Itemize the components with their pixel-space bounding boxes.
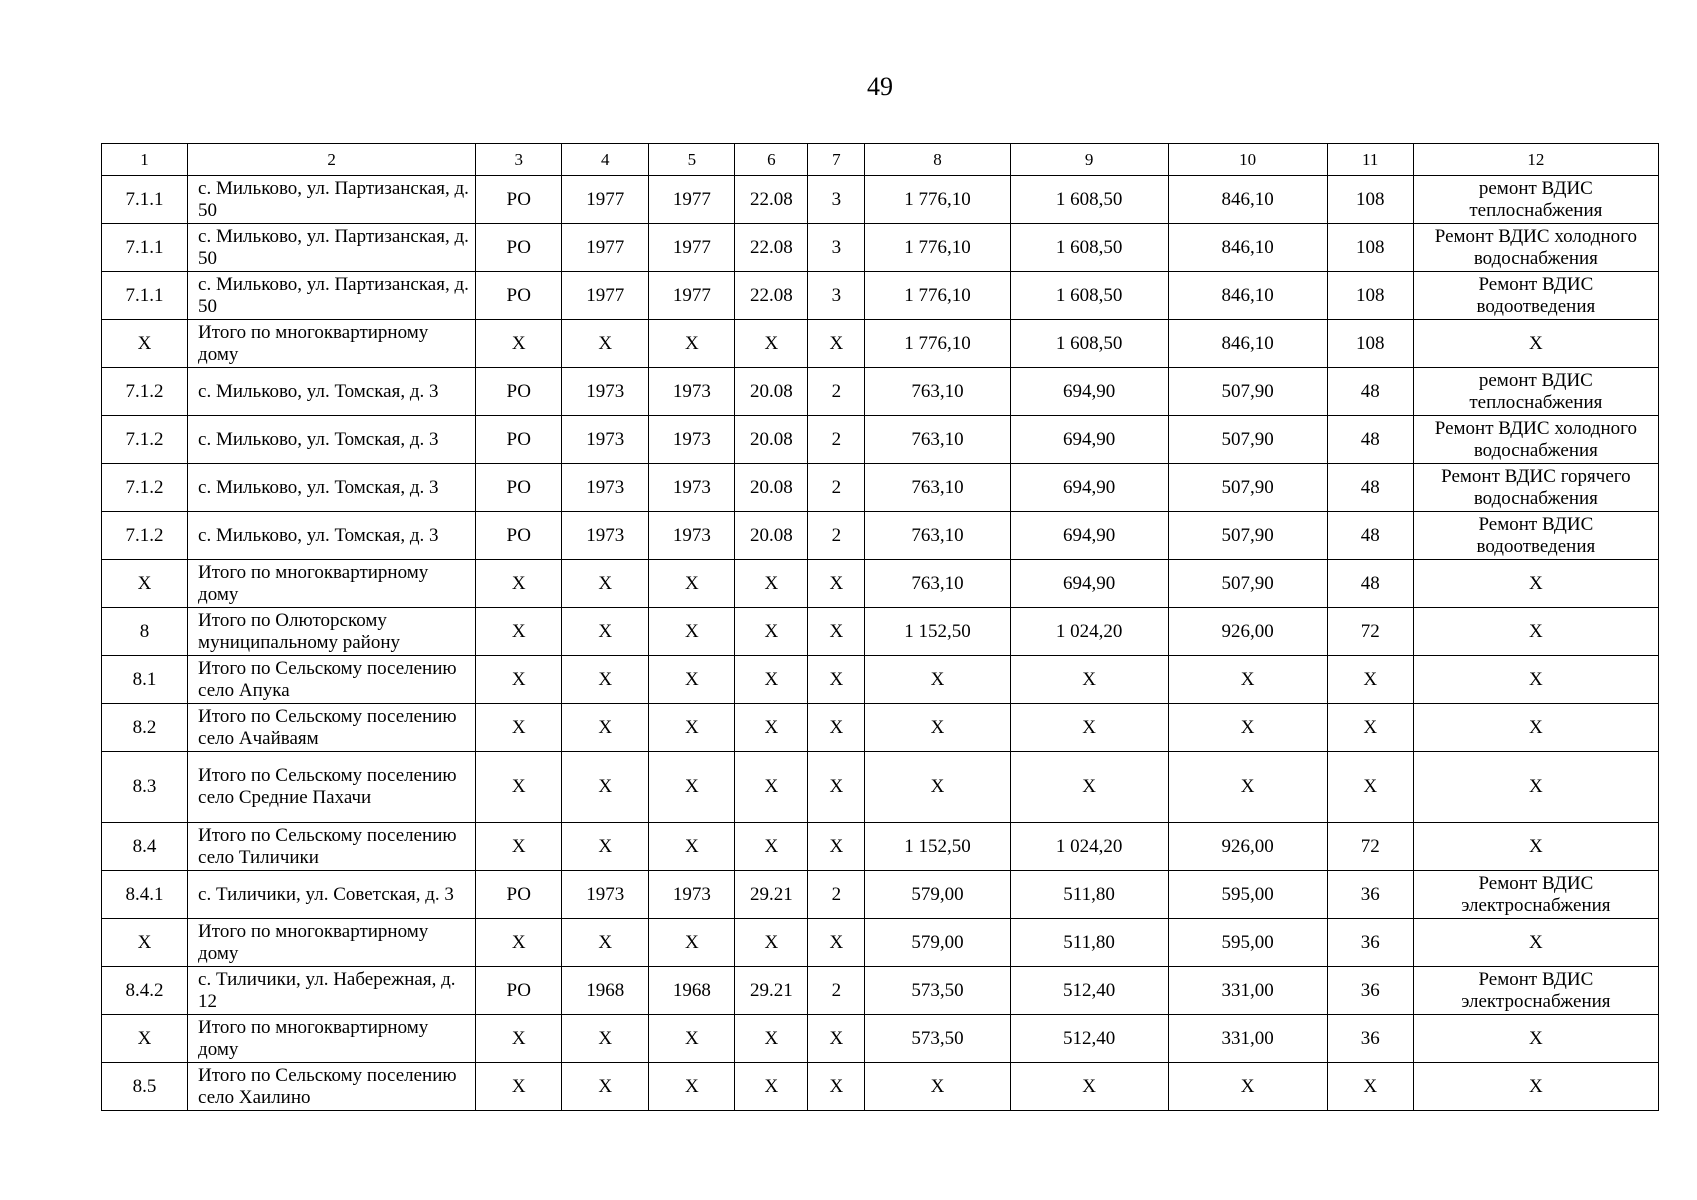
residential-area-cell: 507,90	[1168, 464, 1327, 512]
ownership-cell: РО	[476, 464, 562, 512]
floors-cell: 2	[808, 871, 865, 919]
residents-cell: 36	[1327, 871, 1413, 919]
floors-cell: X	[808, 608, 865, 656]
residents-cell: 48	[1327, 464, 1413, 512]
column-header: 11	[1327, 144, 1413, 176]
built-year-cell: 1968	[562, 967, 649, 1015]
ownership-cell: РО	[476, 368, 562, 416]
work-type-cell: X	[1413, 1015, 1658, 1063]
table-row	[102, 464, 1659, 512]
work-type-cell: Ремонт ВДИС водоотведения	[1413, 512, 1658, 560]
work-type-cell: Ремонт ВДИС холодного водоснабжения	[1413, 416, 1658, 464]
table-row	[102, 704, 1659, 752]
built-year-cell: X	[562, 1015, 649, 1063]
table-row	[102, 871, 1659, 919]
commissioning-year-cell: 1973	[649, 416, 735, 464]
work-type-cell: ремонт ВДИС теплоснабжения	[1413, 368, 1658, 416]
residential-area-cell: 507,90	[1168, 512, 1327, 560]
address-cell: с. Мильково, ул. Партизанская, д. 50	[188, 272, 476, 320]
residential-area-cell: X	[1168, 1063, 1327, 1111]
address-cell: Итого по многоквартирному дому	[188, 919, 476, 967]
living-area-cell: 511,80	[1010, 871, 1168, 919]
row-number-cell: 7.1.2	[102, 416, 188, 464]
wear-cell: 22.08	[735, 224, 808, 272]
living-area-cell: X	[1010, 1063, 1168, 1111]
table-row	[102, 560, 1659, 608]
built-year-cell: X	[562, 656, 649, 704]
floors-cell: X	[808, 656, 865, 704]
table-row	[102, 752, 1659, 823]
address-cell: Итого по Сельскому поселению село Тиличики	[188, 823, 476, 871]
address-cell: Итого по многоквартирному дому	[188, 560, 476, 608]
total-area-cell: 763,10	[865, 464, 1010, 512]
built-year-cell: 1977	[562, 224, 649, 272]
total-area-cell: 573,50	[865, 967, 1010, 1015]
row-number-cell: 8.1	[102, 656, 188, 704]
commissioning-year-cell: X	[649, 1015, 735, 1063]
ownership-cell: РО	[476, 967, 562, 1015]
built-year-cell: X	[562, 752, 649, 823]
address-cell: с. Тиличики, ул. Советская, д. 3	[188, 871, 476, 919]
row-number-cell: 8	[102, 608, 188, 656]
table-row	[102, 416, 1659, 464]
commissioning-year-cell: 1973	[649, 464, 735, 512]
work-type-cell: X	[1413, 320, 1658, 368]
row-number-cell: X	[102, 919, 188, 967]
address-cell: Итого по Сельскому поселению село Апука	[188, 656, 476, 704]
address-cell: с. Мильково, ул. Томская, д. 3	[188, 464, 476, 512]
commissioning-year-cell: 1977	[649, 176, 735, 224]
ownership-cell: X	[476, 752, 562, 823]
commissioning-year-cell: 1977	[649, 272, 735, 320]
commissioning-year-cell: 1973	[649, 512, 735, 560]
built-year-cell: 1977	[562, 272, 649, 320]
ownership-cell: X	[476, 823, 562, 871]
residents-cell: 48	[1327, 560, 1413, 608]
residential-area-cell: 926,00	[1168, 608, 1327, 656]
work-type-cell: X	[1413, 752, 1658, 823]
work-type-cell: X	[1413, 656, 1658, 704]
total-area-cell: 1 776,10	[865, 176, 1010, 224]
living-area-cell: 694,90	[1010, 560, 1168, 608]
wear-cell: 20.08	[735, 512, 808, 560]
ownership-cell: X	[476, 1063, 562, 1111]
residents-cell: X	[1327, 656, 1413, 704]
work-type-cell: X	[1413, 1063, 1658, 1111]
column-header: 9	[1010, 144, 1168, 176]
total-area-cell: 763,10	[865, 512, 1010, 560]
floors-cell: X	[808, 752, 865, 823]
commissioning-year-cell: X	[649, 656, 735, 704]
ownership-cell: X	[476, 320, 562, 368]
ownership-cell: X	[476, 656, 562, 704]
built-year-cell: 1973	[562, 464, 649, 512]
total-area-cell: X	[865, 752, 1010, 823]
residential-area-cell: 507,90	[1168, 416, 1327, 464]
total-area-cell: 579,00	[865, 871, 1010, 919]
column-header: 1	[102, 144, 188, 176]
wear-cell: X	[735, 320, 808, 368]
row-number-cell: X	[102, 1015, 188, 1063]
work-type-cell: Ремонт ВДИС электроснабжения	[1413, 967, 1658, 1015]
living-area-cell: 694,90	[1010, 416, 1168, 464]
work-type-cell: X	[1413, 704, 1658, 752]
built-year-cell: 1973	[562, 871, 649, 919]
table-row	[102, 1063, 1659, 1111]
row-number-cell: 8.2	[102, 704, 188, 752]
wear-cell: X	[735, 656, 808, 704]
wear-cell: X	[735, 560, 808, 608]
residential-area-cell: 507,90	[1168, 368, 1327, 416]
row-number-cell: 7.1.1	[102, 272, 188, 320]
total-area-cell: X	[865, 1063, 1010, 1111]
wear-cell: X	[735, 1015, 808, 1063]
column-header: 6	[735, 144, 808, 176]
table-row	[102, 368, 1659, 416]
ownership-cell: РО	[476, 176, 562, 224]
living-area-cell: 512,40	[1010, 1015, 1168, 1063]
row-number-cell: 7.1.1	[102, 176, 188, 224]
ownership-cell: РО	[476, 416, 562, 464]
table-row	[102, 823, 1659, 871]
table-body	[102, 176, 1659, 1111]
built-year-cell: X	[562, 704, 649, 752]
work-type-cell: X	[1413, 919, 1658, 967]
ownership-cell: X	[476, 560, 562, 608]
residents-cell: 108	[1327, 224, 1413, 272]
total-area-cell: 1 152,50	[865, 823, 1010, 871]
living-area-cell: 1 024,20	[1010, 608, 1168, 656]
living-area-cell: 1 608,50	[1010, 224, 1168, 272]
address-cell: Итого по Сельскому поселению село Ачайваям	[188, 704, 476, 752]
total-area-cell: 579,00	[865, 919, 1010, 967]
residential-area-cell: 595,00	[1168, 871, 1327, 919]
built-year-cell: 1977	[562, 176, 649, 224]
ownership-cell: РО	[476, 272, 562, 320]
floors-cell: 2	[808, 512, 865, 560]
living-area-cell: 694,90	[1010, 464, 1168, 512]
residents-cell: 36	[1327, 967, 1413, 1015]
wear-cell: X	[735, 704, 808, 752]
living-area-cell: 1 024,20	[1010, 823, 1168, 871]
commissioning-year-cell: 1968	[649, 967, 735, 1015]
work-type-cell: X	[1413, 560, 1658, 608]
total-area-cell: 763,10	[865, 368, 1010, 416]
residents-cell: 36	[1327, 919, 1413, 967]
ownership-cell: X	[476, 608, 562, 656]
floors-cell: 3	[808, 272, 865, 320]
ownership-cell: X	[476, 919, 562, 967]
floors-cell: 2	[808, 416, 865, 464]
commissioning-year-cell: 1977	[649, 224, 735, 272]
living-area-cell: 1 608,50	[1010, 176, 1168, 224]
floors-cell: X	[808, 823, 865, 871]
built-year-cell: X	[562, 1063, 649, 1111]
residents-cell: 48	[1327, 368, 1413, 416]
commissioning-year-cell: X	[649, 560, 735, 608]
work-type-cell: Ремонт ВДИС горячего водоснабжения	[1413, 464, 1658, 512]
column-header: 3	[476, 144, 562, 176]
address-cell: с. Мильково, ул. Томская, д. 3	[188, 512, 476, 560]
floors-cell: 3	[808, 176, 865, 224]
residential-area-cell: 846,10	[1168, 272, 1327, 320]
residential-area-cell: 595,00	[1168, 919, 1327, 967]
wear-cell: X	[735, 608, 808, 656]
wear-cell: X	[735, 823, 808, 871]
table-row	[102, 1015, 1659, 1063]
column-header: 10	[1168, 144, 1327, 176]
wear-cell: 29.21	[735, 967, 808, 1015]
row-number-cell: 7.1.1	[102, 224, 188, 272]
floors-cell: 2	[808, 368, 865, 416]
commissioning-year-cell: X	[649, 704, 735, 752]
row-number-cell: 8.4.1	[102, 871, 188, 919]
page-number: 49	[867, 72, 893, 101]
residential-area-cell: X	[1168, 752, 1327, 823]
total-area-cell: 1 776,10	[865, 272, 1010, 320]
residential-area-cell: 926,00	[1168, 823, 1327, 871]
row-number-cell: 7.1.2	[102, 368, 188, 416]
commissioning-year-cell: X	[649, 752, 735, 823]
table-row	[102, 656, 1659, 704]
address-cell: с. Мильково, ул. Партизанская, д. 50	[188, 176, 476, 224]
built-year-cell: 1973	[562, 368, 649, 416]
residents-cell: 36	[1327, 1015, 1413, 1063]
commissioning-year-cell: X	[649, 320, 735, 368]
built-year-cell: X	[562, 320, 649, 368]
ownership-cell: X	[476, 704, 562, 752]
floors-cell: 2	[808, 464, 865, 512]
residential-area-cell: 846,10	[1168, 224, 1327, 272]
row-number-cell: 8.3	[102, 752, 188, 823]
column-header: 12	[1413, 144, 1658, 176]
total-area-cell: 763,10	[865, 416, 1010, 464]
ownership-cell: РО	[476, 224, 562, 272]
floors-cell: 2	[808, 967, 865, 1015]
commissioning-year-cell: X	[649, 1063, 735, 1111]
table-row	[102, 224, 1659, 272]
address-cell: Итого по многоквартирному дому	[188, 320, 476, 368]
living-area-cell: 1 608,50	[1010, 320, 1168, 368]
wear-cell: 20.08	[735, 464, 808, 512]
commissioning-year-cell: X	[649, 919, 735, 967]
residents-cell: X	[1327, 752, 1413, 823]
table-row	[102, 608, 1659, 656]
living-area-cell: 1 608,50	[1010, 272, 1168, 320]
row-number-cell: 8.5	[102, 1063, 188, 1111]
row-number-cell: X	[102, 320, 188, 368]
floors-cell: X	[808, 1063, 865, 1111]
wear-cell: 22.08	[735, 272, 808, 320]
column-number-row	[102, 144, 1659, 176]
floors-cell: X	[808, 704, 865, 752]
residents-cell: 48	[1327, 416, 1413, 464]
address-cell: Итого по многоквартирному дому	[188, 1015, 476, 1063]
work-type-cell: X	[1413, 608, 1658, 656]
work-type-cell: Ремонт ВДИС водоотведения	[1413, 272, 1658, 320]
table-row	[102, 320, 1659, 368]
ownership-cell: РО	[476, 871, 562, 919]
table-row	[102, 176, 1659, 224]
data-table	[101, 143, 1659, 1111]
residents-cell: 108	[1327, 176, 1413, 224]
commissioning-year-cell: 1973	[649, 871, 735, 919]
living-area-cell: X	[1010, 704, 1168, 752]
residential-area-cell: 507,90	[1168, 560, 1327, 608]
column-header: 5	[649, 144, 735, 176]
work-type-cell: Ремонт ВДИС электроснабжения	[1413, 871, 1658, 919]
address-cell: с. Мильково, ул. Томская, д. 3	[188, 416, 476, 464]
row-number-cell: 8.4	[102, 823, 188, 871]
total-area-cell: 573,50	[865, 1015, 1010, 1063]
ownership-cell: РО	[476, 512, 562, 560]
living-area-cell: X	[1010, 656, 1168, 704]
commissioning-year-cell: X	[649, 608, 735, 656]
residential-area-cell: 331,00	[1168, 1015, 1327, 1063]
living-area-cell: 512,40	[1010, 967, 1168, 1015]
table-row	[102, 967, 1659, 1015]
floors-cell: 3	[808, 224, 865, 272]
built-year-cell: 1973	[562, 512, 649, 560]
address-cell: с. Мильково, ул. Томская, д. 3	[188, 368, 476, 416]
total-area-cell: 1 152,50	[865, 608, 1010, 656]
wear-cell: 22.08	[735, 176, 808, 224]
wear-cell: 29.21	[735, 871, 808, 919]
living-area-cell: 511,80	[1010, 919, 1168, 967]
residential-area-cell: X	[1168, 656, 1327, 704]
residents-cell: 108	[1327, 272, 1413, 320]
residential-area-cell: 846,10	[1168, 320, 1327, 368]
residents-cell: X	[1327, 1063, 1413, 1111]
floors-cell: X	[808, 919, 865, 967]
table-row	[102, 512, 1659, 560]
wear-cell: 20.08	[735, 416, 808, 464]
column-header: 8	[865, 144, 1010, 176]
residents-cell: 72	[1327, 608, 1413, 656]
wear-cell: X	[735, 752, 808, 823]
residents-cell: 48	[1327, 512, 1413, 560]
living-area-cell: X	[1010, 752, 1168, 823]
work-type-cell: Ремонт ВДИС холодного водоснабжения	[1413, 224, 1658, 272]
work-type-cell: ремонт ВДИС теплоснабжения	[1413, 176, 1658, 224]
total-area-cell: 1 776,10	[865, 224, 1010, 272]
address-cell: Итого по Олюторскому муниципальному району	[188, 608, 476, 656]
residential-area-cell: X	[1168, 704, 1327, 752]
wear-cell: X	[735, 919, 808, 967]
commissioning-year-cell: 1973	[649, 368, 735, 416]
built-year-cell: 1973	[562, 416, 649, 464]
floors-cell: X	[808, 320, 865, 368]
living-area-cell: 694,90	[1010, 368, 1168, 416]
column-header: 4	[562, 144, 649, 176]
living-area-cell: 694,90	[1010, 512, 1168, 560]
column-header: 7	[808, 144, 865, 176]
address-cell: с. Мильково, ул. Партизанская, д. 50	[188, 224, 476, 272]
commissioning-year-cell: X	[649, 823, 735, 871]
residential-area-cell: 846,10	[1168, 176, 1327, 224]
table-row	[102, 272, 1659, 320]
built-year-cell: X	[562, 560, 649, 608]
wear-cell: X	[735, 1063, 808, 1111]
built-year-cell: X	[562, 608, 649, 656]
built-year-cell: X	[562, 823, 649, 871]
work-type-cell: X	[1413, 823, 1658, 871]
built-year-cell: X	[562, 919, 649, 967]
address-cell: Итого по Сельскому поселению село Хаилино	[188, 1063, 476, 1111]
floors-cell: X	[808, 1015, 865, 1063]
row-number-cell: X	[102, 560, 188, 608]
residents-cell: 72	[1327, 823, 1413, 871]
residents-cell: 108	[1327, 320, 1413, 368]
total-area-cell: X	[865, 704, 1010, 752]
total-area-cell: X	[865, 656, 1010, 704]
residents-cell: X	[1327, 704, 1413, 752]
row-number-cell: 7.1.2	[102, 464, 188, 512]
residential-area-cell: 331,00	[1168, 967, 1327, 1015]
row-number-cell: 7.1.2	[102, 512, 188, 560]
wear-cell: 20.08	[735, 368, 808, 416]
floors-cell: X	[808, 560, 865, 608]
ownership-cell: X	[476, 1015, 562, 1063]
total-area-cell: 763,10	[865, 560, 1010, 608]
column-header: 2	[188, 144, 476, 176]
row-number-cell: 8.4.2	[102, 967, 188, 1015]
address-cell: с. Тиличики, ул. Набережная, д. 12	[188, 967, 476, 1015]
address-cell: Итого по Сельскому поселению село Средние Пахачи	[188, 752, 476, 823]
table-row	[102, 919, 1659, 967]
total-area-cell: 1 776,10	[865, 320, 1010, 368]
